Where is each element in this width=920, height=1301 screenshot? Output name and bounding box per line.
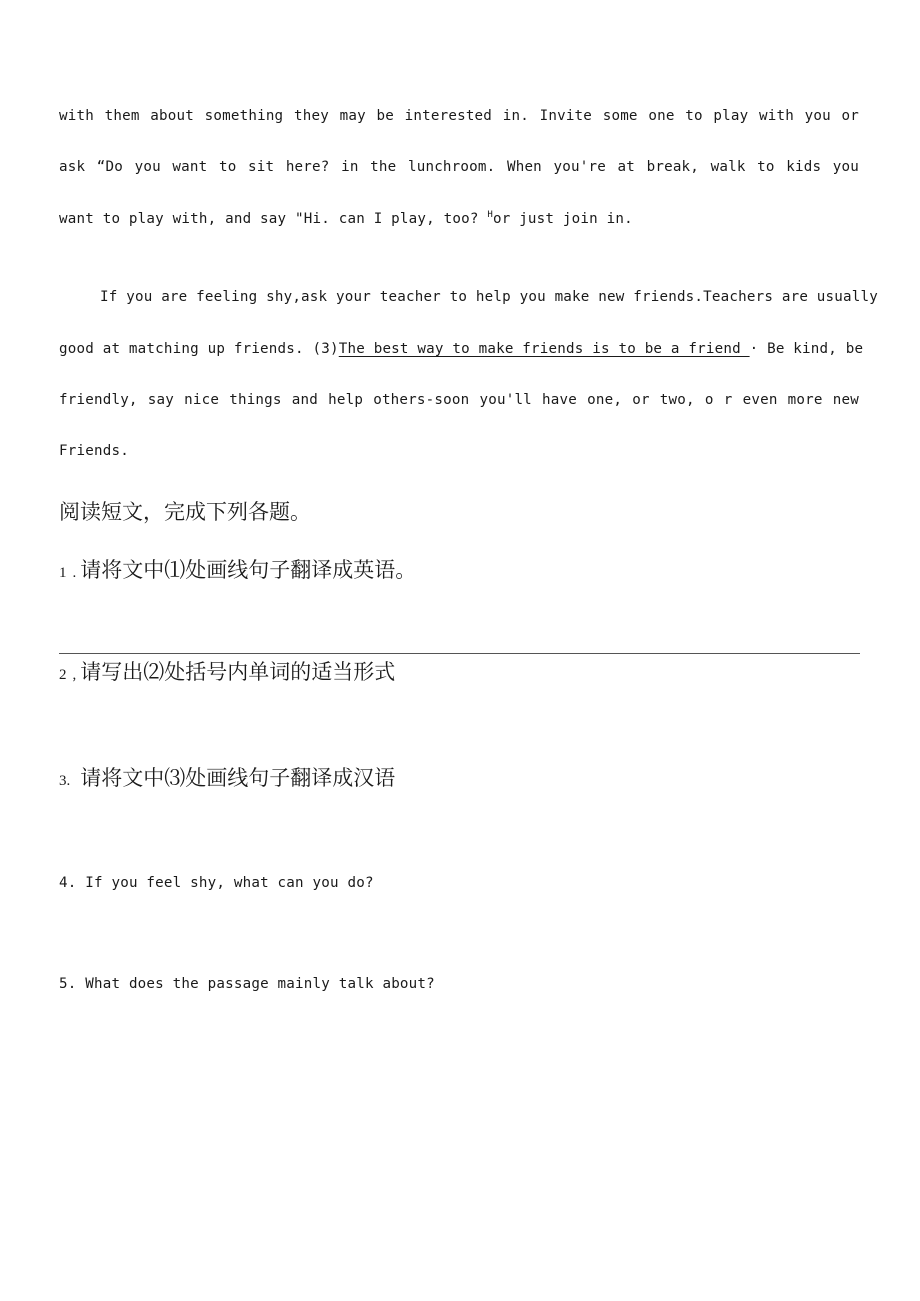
instructions: 阅读短文，完成下列各题。 — [59, 500, 311, 524]
underlined-sentence-3: The best way to make friends is to be a friend — [338, 341, 750, 357]
question-2: 2 , 请写出⑵处括号内单词的适当形式 — [59, 660, 396, 684]
passage-line: friendly, say nice things and help others-soon you'll have one, or two, o r even more new — [59, 392, 859, 408]
passage-line: ask “Do you want to sit here? in the lunchroom. When you're at break, walk to kids you — [59, 159, 859, 175]
question-5: 5. What does the passage mainly talk about? — [59, 976, 435, 992]
passage-line: with them about something they may be interested in. Invite some one to play with you or — [59, 108, 859, 124]
passage-line: good at matching up friends. (3)The best way to make friends is to be a friend · Be kind, be — [59, 341, 864, 357]
question-1: 1 . 请将文中⑴处画线句子翻译成英语。 — [59, 558, 417, 582]
answer-line[interactable] — [59, 653, 860, 654]
passage-line: Friends. — [59, 443, 129, 459]
passage-line: want to play with, and say "Hi. can I play, too? $^H$or just join in. — [59, 210, 633, 227]
question-3: 3. 请将文中⑶处画线句子翻译成汉语 — [59, 766, 396, 790]
question-4: 4. If you feel shy, what can you do? — [59, 875, 374, 891]
quote-mark: H — [487, 210, 493, 220]
passage-line: If you are feeling shy,ask your teacher to help you make new friends.Teachers are usually — [100, 289, 879, 305]
